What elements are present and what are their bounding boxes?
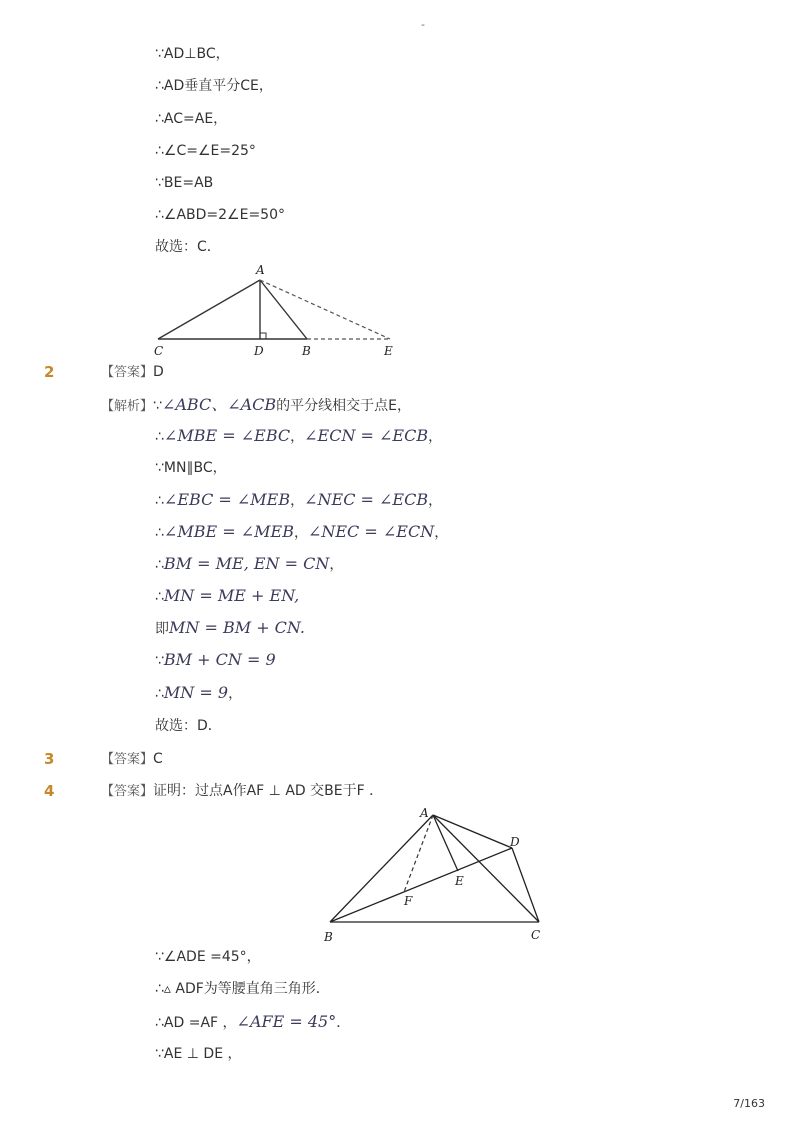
solution-line: ∴∠ABD=2∠E=50°	[155, 207, 285, 223]
label-d: D	[254, 344, 264, 358]
segment-ca	[158, 280, 260, 339]
solution-line	[155, 426, 442, 447]
figure-quadrilateral-abcd	[320, 805, 555, 947]
line-mid: ，	[290, 493, 305, 509]
solution-line	[155, 1044, 242, 1064]
line-math: ∠EBC = ∠MEB	[163, 490, 291, 509]
line-mid: ，	[290, 429, 305, 445]
solution-line: ∵AD⊥BC，	[155, 46, 230, 62]
answer-value: C	[153, 751, 163, 767]
question-number-3: 3	[44, 750, 55, 768]
solution-line	[155, 522, 448, 543]
line-prefix: ∴	[155, 557, 164, 573]
answer-row-4	[101, 781, 383, 802]
line-math2: ∠NEC = ∠ECN	[307, 522, 435, 541]
right-angle-mark	[260, 333, 266, 339]
segment-af-dashed	[404, 815, 433, 892]
answer-value: 证明：过点A作AF ⊥ AD 交BE于F ．	[153, 783, 384, 799]
solution-line	[155, 490, 442, 511]
line-prefix: ∵MN∥BC，	[155, 460, 227, 476]
label-e: E	[455, 874, 464, 888]
line-suffix: ，	[228, 686, 243, 702]
segment-ab	[330, 815, 433, 922]
answer-row-3	[101, 749, 163, 770]
line-math2: ∠ECN = ∠ECB	[304, 426, 429, 445]
line-mid: ，	[293, 525, 308, 541]
analysis-tag: 【解析】	[101, 399, 154, 414]
line-math: MN = 9	[163, 683, 229, 702]
segment-ac	[433, 815, 539, 922]
line-prefix: ∴	[155, 589, 164, 605]
line-prefix: 故选：D．	[155, 718, 222, 734]
solution-line	[155, 554, 343, 575]
line-math: ∠MBE = ∠MEB	[163, 522, 294, 541]
solution-line	[155, 683, 242, 704]
line-prefix: ∴AD =AF ，	[155, 1015, 237, 1031]
line-prefix: ∴	[155, 525, 164, 541]
solution-line	[155, 979, 330, 999]
segment-ae-dashed	[260, 280, 390, 339]
line-prefix: ∵AE ⊥ DE ，	[155, 1046, 242, 1062]
line-prefix: 即	[155, 621, 169, 637]
header-mark: -	[421, 18, 425, 31]
solution-line: ∵BE=AB	[155, 175, 214, 191]
solution-line: ∴AD垂直平分CE，	[155, 78, 273, 94]
solution-line	[155, 650, 276, 671]
line-prefix: ∴	[155, 429, 164, 445]
segment-dc	[512, 848, 539, 922]
line-math: ∠MBE = ∠EBC	[163, 426, 291, 445]
analysis-row-2	[101, 395, 411, 417]
label-e: E	[384, 344, 393, 358]
answer-value: D	[153, 364, 164, 380]
solution-line	[155, 586, 299, 607]
label-a: A	[256, 263, 265, 277]
label-c: C	[154, 344, 164, 358]
solution-line	[155, 458, 227, 478]
line-prefix: ∵∠ADE =45°，	[155, 949, 261, 965]
solution-line: ∴AC=AE，	[155, 111, 228, 127]
solution-line	[155, 947, 261, 967]
line-math2: ∠NEC = ∠ECB	[304, 490, 429, 509]
line-suffix: ．	[336, 1015, 351, 1031]
question-number-4: 4	[44, 782, 55, 800]
solution-line	[155, 618, 305, 639]
line-suffix: ，	[428, 429, 443, 445]
solution-line	[155, 1012, 350, 1033]
label-d: D	[510, 835, 520, 849]
line-suffix: ，	[434, 525, 449, 541]
line-prefix: ∵	[155, 653, 164, 669]
label-a: A	[420, 806, 429, 820]
page-number: 7/163	[733, 1097, 765, 1110]
answer-tag: 【答案】	[101, 365, 154, 380]
line-math: MN = ME + EN,	[163, 586, 300, 605]
line-math: BM = ME, EN = CN	[163, 554, 330, 573]
solution-line	[155, 716, 222, 736]
line-suffix: ，	[329, 557, 344, 573]
line-suffix: ，	[428, 493, 443, 509]
figure-triangle-acd	[150, 262, 400, 360]
answer-tag: 【答案】	[101, 784, 154, 799]
line-prefix: ∴▵ ADF为等腰直角三角形．	[155, 981, 330, 997]
label-b: B	[324, 930, 333, 944]
solution-line: 故选：C．	[155, 239, 221, 255]
line-math: MN = BM + CN.	[169, 618, 305, 637]
line-math: BM + CN = 9	[163, 650, 276, 669]
line-prefix: ∴	[155, 493, 164, 509]
label-c: C	[531, 928, 541, 942]
solution-line: ∴∠C=∠E=25°	[155, 143, 256, 159]
analysis-prefix: ∵	[153, 398, 162, 414]
line-math: ∠AFE = 45°	[236, 1012, 337, 1031]
answer-row-2	[101, 362, 164, 383]
label-f: F	[404, 894, 413, 908]
segment-ab	[260, 280, 307, 339]
analysis-math: ∠ABC、∠ACB	[161, 395, 277, 414]
segment-bd	[330, 848, 512, 922]
line-prefix: ∴	[155, 686, 164, 702]
analysis-suffix: 的平分线相交于点E，	[276, 398, 412, 414]
question-number-2: 2	[44, 363, 55, 381]
answer-tag: 【答案】	[101, 752, 154, 767]
label-b: B	[302, 344, 311, 358]
